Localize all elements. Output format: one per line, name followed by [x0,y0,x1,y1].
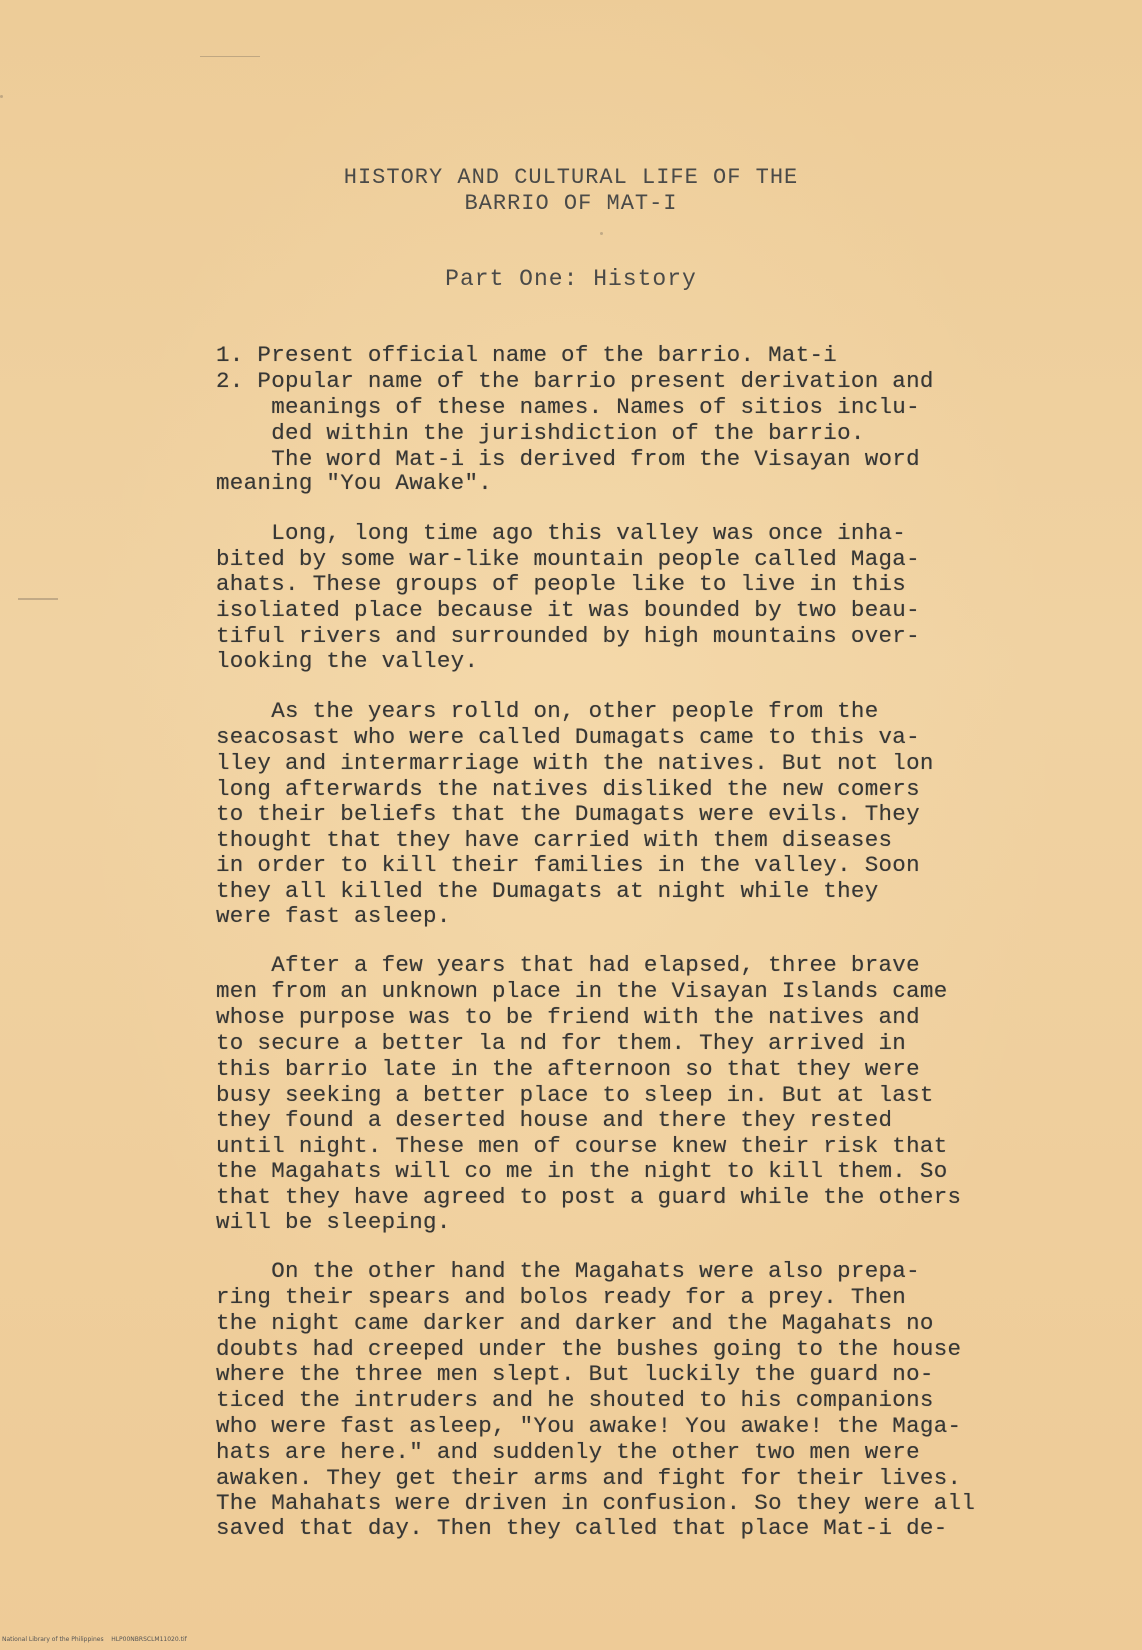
paragraph-4-line: awaken. They get their arms and fight for their lives. [216,1465,962,1491]
paragraph-4-line: ticed the intruders and he shouted to his companions [216,1387,934,1413]
paragraph-2-line: were fast asleep. [216,903,451,929]
item-1: 1. Present official name of the barrio. Mat-i [216,342,838,368]
paragraph-3-line: will be sleeping. [216,1209,451,1235]
item-2-line: The word Mat-i is derived from the Visayan word [216,446,920,472]
paragraph-3-line: the Magahats will co me in the night to kill them. So [216,1158,948,1184]
paragraph-2-line: to their beliefs that the Dumagats were evils. They [216,801,920,827]
paragraph-4-line: ring their spears and bolos ready for a prey. Then [216,1284,907,1310]
item-2-line: meaning "You Awake". [216,470,493,496]
paragraph-3-line: they found a deserted house and there they rested [216,1107,893,1133]
paragraph-3-line: whose purpose was to be friend with the natives and [216,1004,920,1030]
paragraph-2-line: long afterwards the natives disliked the new comers [216,776,920,802]
paragraph-2-line: in order to kill their families in the valley. Soon [216,852,920,878]
item-2-line: ded within the jurishdiction of the barrio. [216,420,865,446]
paragraph-1-line: looking the valley. [216,648,479,674]
paragraph-4-line: The Mahahats were driven in confusion. So they were all [216,1490,976,1516]
part-heading: Part One: History [445,266,697,292]
paragraph-3-line: to secure a better la nd for them. They arrived in [216,1030,907,1056]
paper-mark [0,95,3,98]
paragraph-3-line: until night. These men of course knew their risk that [216,1133,948,1159]
paper-mark [600,232,603,235]
paragraph-4-line: On the other hand the Magahats were also prepa- [216,1258,920,1284]
paragraph-3-line: this barrio late in the afternoon so that they were [216,1056,920,1082]
paragraph-2-line: they all killed the Dumagats at night while they [216,878,879,904]
paragraph-1-line: Long, long time ago this valley was once inha- [216,520,907,546]
paragraph-4-line: saved that day. Then they called that place Mat-i de- [216,1515,948,1541]
item-2-line: 2. Popular name of the barrio present derivation and [216,368,934,394]
paragraph-1-line: bited by some war-like mountain people called Maga- [216,546,920,572]
paragraph-4-line: who were fast asleep, "You awake! You awake! the Maga- [216,1413,962,1439]
paragraph-3-line: After a few years that had elapsed, three brave [216,952,920,978]
paragraph-2-line: lley and intermarriage with the natives. But not lon [216,750,934,776]
paragraph-1-line: ahats. These groups of people like to live in this [216,571,907,597]
paragraph-1-line: tiful rivers and surrounded by high mountains over- [216,623,920,649]
paragraph-4-line: doubts had creeped under the bushes going to the house [216,1336,962,1362]
document-title-line-2: BARRIO OF MAT-I [464,191,678,216]
paragraph-3-line: men from an unknown place in the Visayan Islands came [216,978,948,1004]
paragraph-2-line: As the years rolld on, other people from the [216,698,879,724]
paragraph-3-line: busy seeking a better place to sleep in. But at last [216,1082,934,1108]
paragraph-2-line: seacosast who were called Dumagats came to this va- [216,724,920,750]
paper-mark [200,56,260,57]
paragraph-4-line: hats are here." and suddenly the other two men were [216,1439,920,1465]
scan-footer: National Library of the Philippines HLP00NBRSCLM11020.tif [2,1636,187,1643]
paper-mark [18,598,58,600]
paragraph-4-line: where the three men slept. But luckily the guard no- [216,1361,934,1387]
paragraph-1-line: isoliated place because it was bounded by two beau- [216,597,920,623]
paragraph-3-line: that they have agreed to post a guard while the others [216,1184,962,1210]
item-2-line: meanings of these names. Names of sitios inclu- [216,394,920,420]
document-title-line-1: HISTORY AND CULTURAL LIFE OF THE [343,165,799,190]
paragraph-2-line: thought that they have carried with them diseases [216,827,893,853]
paragraph-4-line: the night came darker and darker and the Magahats no [216,1310,934,1336]
